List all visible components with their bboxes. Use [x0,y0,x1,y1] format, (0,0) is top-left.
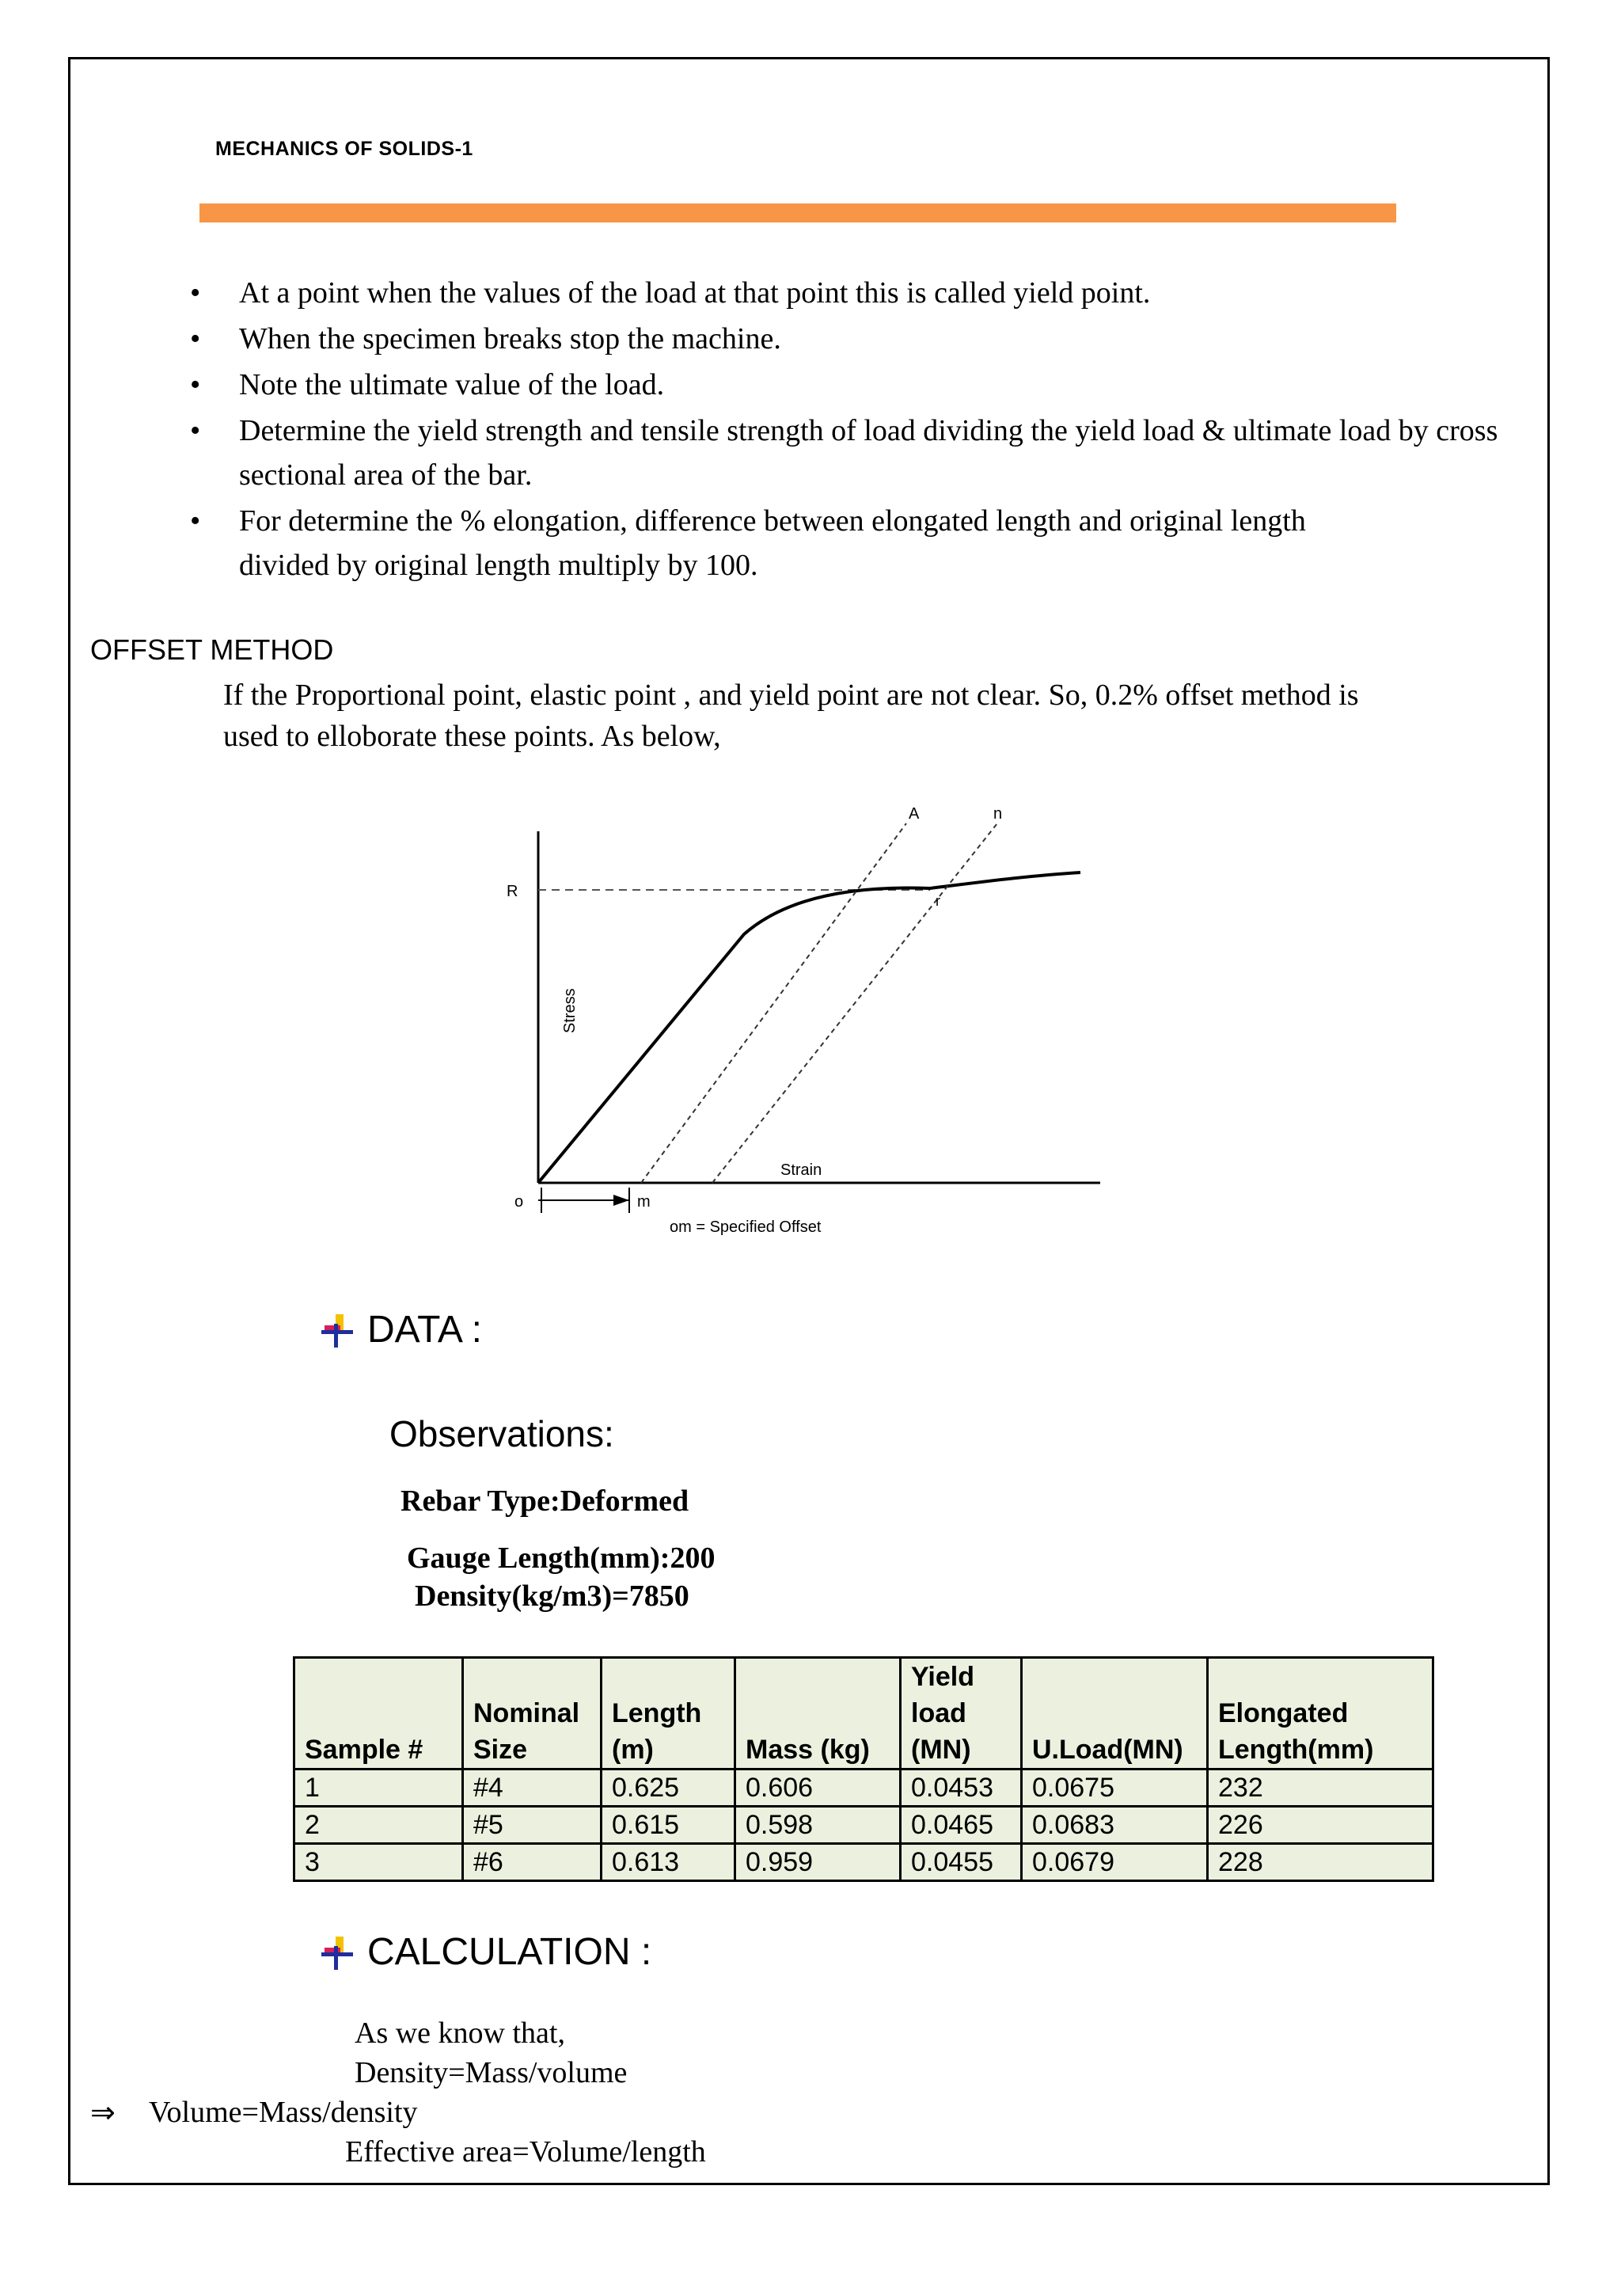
observations-heading: Observations: [389,1413,614,1454]
offset-method-heading: OFFSET METHOD [90,633,334,666]
stress-strain-curve [538,872,1080,1183]
rebar-type: Rebar Type:Deformed [401,1484,689,1518]
column-header: Length (m) [602,1658,735,1770]
data-heading: DATA : [317,1308,482,1351]
header-accent-bar [199,203,1396,222]
calc-line: Effective area=Volume/length [345,2135,706,2169]
calc-line: Volume=Mass/density [149,2096,418,2129]
implies-arrow-icon: ⇒ [90,2096,116,2130]
page-header-title: MECHANICS OF SOLIDS-1 [215,138,473,160]
table-row: 2 #5 0.615 0.598 0.0465 0.0683 226 [294,1807,1433,1844]
column-header: Sample # [294,1658,463,1770]
label-offset-caption: om = Specified Offset [670,1218,822,1236]
calculation-heading: CALCULATION : [317,1930,651,1974]
table-row: 1 #4 0.625 0.606 0.0453 0.0675 232 [294,1770,1433,1807]
density-value: Density(kg/m3)=7850 [415,1579,689,1613]
label-stress: Stress [561,988,579,1033]
label-r-lower: r [936,893,940,909]
list-item: • At a point when the values of the load at that point this is called yield point. [190,276,1151,310]
column-header: U.Load(MN) [1022,1658,1208,1770]
table-header-row [294,1658,1433,1770]
column-header: Elongated Length(mm) [1208,1658,1433,1770]
observations-table [293,1656,1434,1882]
column-header: Yield load (MN) [901,1658,1022,1770]
calc-line: Density=Mass/volume [355,2056,628,2089]
procedure-list [190,271,1504,589]
offset-method-diagram [475,800,1124,1243]
label-strain: Strain [780,1161,822,1179]
label-m: m [637,1193,651,1211]
list-item: • When the specimen breaks stop the machine. [190,322,781,355]
label-r-upper: R [507,883,518,900]
list-item: • Note the ultimate value of the load. [190,368,665,401]
gauge-length: Gauge Length(mm):200 [407,1541,716,1575]
list-item: • For determine the % elongation, difference between elongated length and original length divided by original length multiply by 100. [190,504,1306,582]
plus-icon [317,1932,358,1973]
column-header: Mass (kg) [735,1658,901,1770]
label-o: o [514,1193,524,1211]
offset-line-a [641,823,906,1183]
column-header: Nominal Size [463,1658,602,1770]
list-item: • Determine the yield strength and tensile strength of load dividing the yield load & ultimate load by cross sectional area of the bar. [190,414,1498,492]
plus-icon [317,1310,358,1351]
label-a: A [909,805,920,823]
calc-line: As we know that, [355,2017,565,2050]
table-row: 3 #6 0.613 0.959 0.0455 0.0679 228 [294,1844,1433,1881]
offset-line-n [712,823,997,1183]
offset-method-paragraph: If the Proportional point, elastic point , and yield point are not clear. So, 0.2% offset method is used to elloborate these points. As below, [223,679,1359,753]
label-n: n [993,805,1003,823]
